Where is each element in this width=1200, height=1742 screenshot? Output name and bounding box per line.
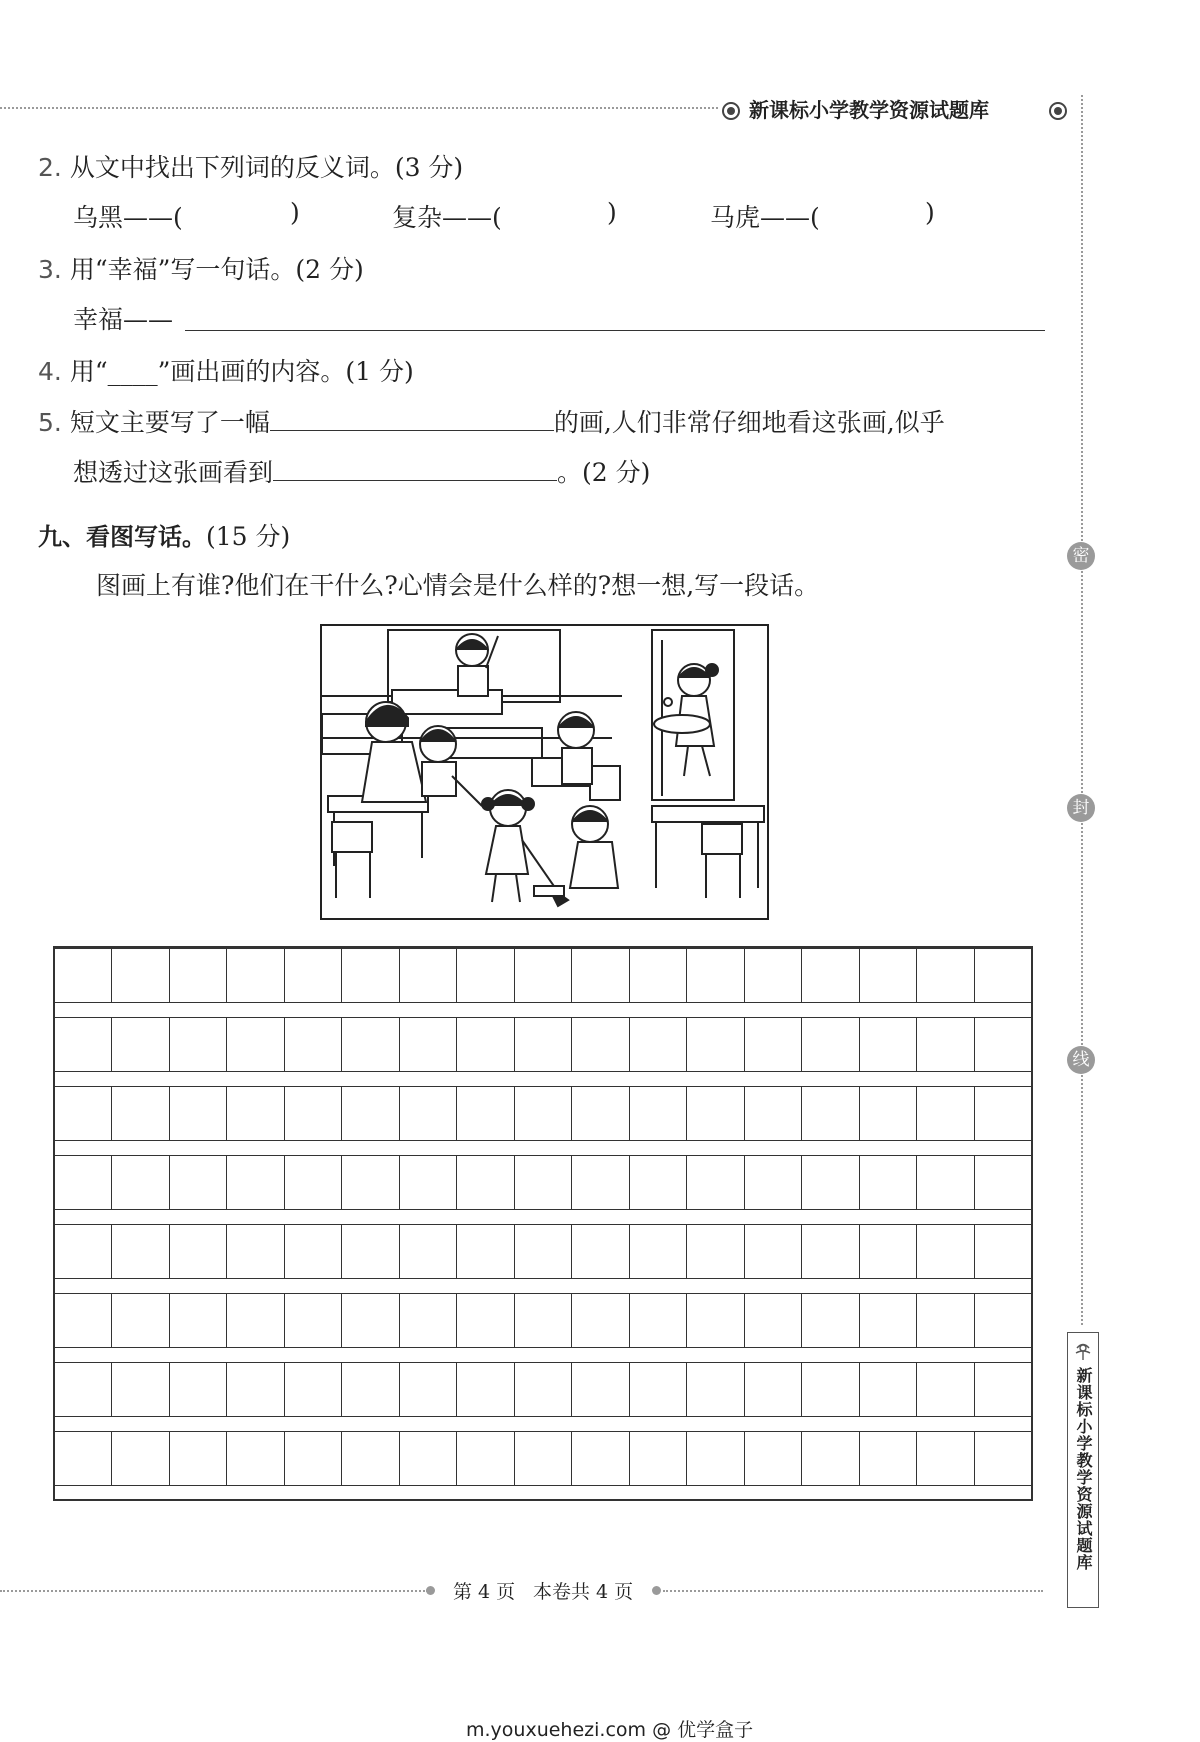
grid-row[interactable] bbox=[55, 1224, 1031, 1279]
grid-cell[interactable] bbox=[342, 1156, 399, 1209]
footer-dot-right-icon bbox=[652, 1586, 661, 1595]
antonym-2 bbox=[392, 198, 502, 234]
question-text: 短文主要写了一幅 bbox=[69, 408, 270, 437]
grid-cell[interactable] bbox=[55, 949, 112, 1002]
antonym-3 bbox=[710, 198, 820, 234]
grid-cell[interactable] bbox=[515, 949, 572, 1002]
footer-total: 本卷共 4 页 bbox=[533, 1581, 634, 1603]
grid-cell[interactable] bbox=[630, 1156, 687, 1209]
grid-cell[interactable] bbox=[515, 1363, 572, 1416]
grid-cell[interactable] bbox=[687, 1432, 744, 1485]
footer-dotted-line-left bbox=[0, 1590, 428, 1592]
grid-cell[interactable] bbox=[55, 1363, 112, 1416]
grid-cell[interactable] bbox=[170, 949, 227, 1002]
grid-cell[interactable] bbox=[55, 1156, 112, 1209]
side-label-text: 新课标小学教学资源试题库 bbox=[1074, 1367, 1093, 1571]
grid-cell[interactable] bbox=[112, 1087, 169, 1140]
antonym-label: 乌黑——( bbox=[73, 203, 183, 232]
grid-row[interactable] bbox=[55, 1086, 1031, 1141]
seal-dotted-line bbox=[1081, 95, 1083, 1325]
grid-cell[interactable] bbox=[170, 1087, 227, 1140]
footer-dot-left-icon bbox=[426, 1586, 435, 1595]
grid-cell[interactable] bbox=[745, 1363, 802, 1416]
grid-cell[interactable] bbox=[342, 1087, 399, 1140]
grid-row[interactable] bbox=[55, 1362, 1031, 1417]
antonym-label: 复杂——( bbox=[392, 203, 502, 232]
grid-cell[interactable] bbox=[285, 1156, 342, 1209]
grid-cell[interactable] bbox=[227, 1432, 284, 1485]
grid-cell[interactable] bbox=[745, 1432, 802, 1485]
grid-cell[interactable] bbox=[860, 1294, 917, 1347]
grid-cell[interactable] bbox=[400, 1225, 457, 1278]
question-number: 3. bbox=[38, 255, 62, 284]
grid-cell[interactable] bbox=[342, 949, 399, 1002]
grid-cell[interactable] bbox=[917, 1087, 974, 1140]
grid-cell[interactable] bbox=[515, 1225, 572, 1278]
grid-cell[interactable] bbox=[745, 1018, 802, 1071]
grid-cell[interactable] bbox=[745, 1087, 802, 1140]
grid-cell[interactable] bbox=[687, 1087, 744, 1140]
footer-page: 第 4 页 bbox=[453, 1581, 516, 1603]
grid-cell[interactable] bbox=[572, 949, 629, 1002]
grid-cell[interactable] bbox=[227, 949, 284, 1002]
grid-cell[interactable] bbox=[400, 1294, 457, 1347]
grid-cell[interactable] bbox=[572, 1156, 629, 1209]
grid-cell[interactable] bbox=[227, 1294, 284, 1347]
grid-cell[interactable] bbox=[112, 1363, 169, 1416]
grid-cell[interactable] bbox=[112, 949, 169, 1002]
question-text: 的画,人们非常仔细地看这张画,似乎 bbox=[553, 408, 945, 437]
grid-cell[interactable] bbox=[630, 1018, 687, 1071]
grid-cell[interactable] bbox=[860, 1087, 917, 1140]
grid-cell[interactable] bbox=[917, 1156, 974, 1209]
grid-cell[interactable] bbox=[400, 1156, 457, 1209]
footer-dotted-line-right bbox=[663, 1590, 1043, 1592]
grid-cell[interactable] bbox=[975, 1018, 1031, 1071]
grid-row[interactable] bbox=[55, 1017, 1031, 1072]
question-2 bbox=[38, 148, 463, 184]
grid-cell[interactable] bbox=[687, 949, 744, 1002]
grid-cell[interactable] bbox=[342, 1225, 399, 1278]
side-label-box bbox=[1067, 1332, 1099, 1608]
grid-cell[interactable] bbox=[917, 1294, 974, 1347]
grid-row[interactable] bbox=[55, 1155, 1031, 1210]
grid-cell[interactable] bbox=[342, 1294, 399, 1347]
seal-mark-feng: 封 bbox=[1067, 794, 1095, 822]
grid-cell[interactable] bbox=[400, 1432, 457, 1485]
classroom-illustration bbox=[320, 624, 769, 920]
grid-cell[interactable] bbox=[457, 1087, 514, 1140]
watermark: m.youxuehezi.com @ 优学盒子 bbox=[466, 1719, 754, 1741]
grid-cell[interactable] bbox=[975, 1156, 1031, 1209]
grid-cell[interactable] bbox=[285, 949, 342, 1002]
grid-cell[interactable] bbox=[572, 1087, 629, 1140]
grid-cell[interactable] bbox=[457, 949, 514, 1002]
question-5-line-2 bbox=[73, 453, 650, 489]
grid-row[interactable] bbox=[55, 948, 1031, 1003]
grid-cell[interactable] bbox=[227, 1363, 284, 1416]
section-9-heading bbox=[38, 517, 290, 553]
question-5-line-1 bbox=[38, 403, 945, 439]
grid-cell[interactable] bbox=[802, 1432, 859, 1485]
grid-row[interactable] bbox=[55, 1293, 1031, 1348]
antonym-1 bbox=[73, 198, 183, 234]
grid-cell[interactable] bbox=[457, 1432, 514, 1485]
grid-cell[interactable] bbox=[285, 1018, 342, 1071]
header-bullet-right-icon bbox=[1049, 102, 1067, 120]
header-dotted-line bbox=[0, 107, 718, 109]
grid-cell[interactable] bbox=[917, 1363, 974, 1416]
grid-cell[interactable] bbox=[975, 1432, 1031, 1485]
grid-cell[interactable] bbox=[112, 1156, 169, 1209]
grid-cell[interactable] bbox=[112, 1432, 169, 1485]
grid-cell[interactable] bbox=[975, 1363, 1031, 1416]
grid-cell[interactable] bbox=[687, 1018, 744, 1071]
antonym-label: 马虎——( bbox=[710, 203, 820, 232]
grid-row[interactable] bbox=[55, 1431, 1031, 1486]
grid-cell[interactable] bbox=[630, 949, 687, 1002]
grid-cell[interactable] bbox=[285, 1225, 342, 1278]
sentence-prompt: 幸福—— bbox=[73, 305, 174, 334]
grid-cell[interactable] bbox=[687, 1156, 744, 1209]
grid-cell[interactable] bbox=[55, 1225, 112, 1278]
grid-cell[interactable] bbox=[457, 1018, 514, 1071]
grid-cell[interactable] bbox=[860, 949, 917, 1002]
grid-cell[interactable] bbox=[745, 1225, 802, 1278]
grid-cell[interactable] bbox=[515, 1156, 572, 1209]
grid-cell[interactable] bbox=[170, 1018, 227, 1071]
grid-cell[interactable] bbox=[342, 1432, 399, 1485]
grid-cell[interactable] bbox=[975, 1087, 1031, 1140]
question-4 bbox=[38, 352, 414, 388]
antonym-2-close: ) bbox=[607, 198, 617, 227]
grid-cell[interactable] bbox=[802, 1018, 859, 1071]
grid-cell[interactable] bbox=[860, 1432, 917, 1485]
grid-cell[interactable] bbox=[917, 1225, 974, 1278]
grid-cell[interactable] bbox=[170, 1432, 227, 1485]
grid-cell[interactable] bbox=[342, 1018, 399, 1071]
question-text: 。(2 分) bbox=[557, 458, 651, 487]
seal-mark-mi: 密 bbox=[1067, 542, 1095, 570]
grid-cell[interactable] bbox=[975, 949, 1031, 1002]
grid-cell[interactable] bbox=[170, 1225, 227, 1278]
question-number: 4. bbox=[38, 357, 62, 386]
grid-cell[interactable] bbox=[285, 1087, 342, 1140]
grid-cell[interactable] bbox=[572, 1432, 629, 1485]
grid-cell[interactable] bbox=[802, 949, 859, 1002]
answer-blank-1[interactable] bbox=[270, 430, 554, 431]
antonym-3-close: ) bbox=[925, 198, 935, 227]
grid-cell[interactable] bbox=[802, 1156, 859, 1209]
grid-cell[interactable] bbox=[55, 1087, 112, 1140]
grid-cell[interactable] bbox=[572, 1225, 629, 1278]
grid-cell[interactable] bbox=[112, 1225, 169, 1278]
grid-cell[interactable] bbox=[860, 1225, 917, 1278]
grid-cell[interactable] bbox=[572, 1018, 629, 1071]
grid-cell[interactable] bbox=[227, 1225, 284, 1278]
grid-cell[interactable] bbox=[975, 1294, 1031, 1347]
grid-cell[interactable] bbox=[745, 1294, 802, 1347]
grid-cell[interactable] bbox=[802, 1294, 859, 1347]
grid-cell[interactable] bbox=[457, 1363, 514, 1416]
grid-cell[interactable] bbox=[457, 1225, 514, 1278]
grid-cell[interactable] bbox=[745, 949, 802, 1002]
grid-cell[interactable] bbox=[572, 1294, 629, 1347]
header-bullet-left-icon bbox=[722, 102, 740, 120]
grid-cell[interactable] bbox=[400, 1018, 457, 1071]
section-score: (15 分) bbox=[206, 522, 291, 551]
grid-cell[interactable] bbox=[227, 1087, 284, 1140]
grid-cell[interactable] bbox=[572, 1363, 629, 1416]
grid-cell[interactable] bbox=[860, 1156, 917, 1209]
grid-cell[interactable] bbox=[170, 1156, 227, 1209]
grid-cell[interactable] bbox=[630, 1225, 687, 1278]
grid-cell[interactable] bbox=[170, 1294, 227, 1347]
grid-cell[interactable] bbox=[400, 1363, 457, 1416]
grid-cell[interactable] bbox=[802, 1225, 859, 1278]
grid-cell[interactable] bbox=[860, 1018, 917, 1071]
grid-cell[interactable] bbox=[745, 1156, 802, 1209]
grid-cell[interactable] bbox=[55, 1018, 112, 1071]
grid-cell[interactable] bbox=[457, 1156, 514, 1209]
writing-grid[interactable] bbox=[53, 946, 1033, 1501]
grid-cell[interactable] bbox=[112, 1294, 169, 1347]
grid-cell[interactable] bbox=[342, 1363, 399, 1416]
grid-cell[interactable] bbox=[687, 1363, 744, 1416]
grid-cell[interactable] bbox=[285, 1432, 342, 1485]
grid-cell[interactable] bbox=[630, 1432, 687, 1485]
grid-cell[interactable] bbox=[917, 949, 974, 1002]
question-number: 2. bbox=[38, 153, 62, 182]
grid-cell[interactable] bbox=[515, 1432, 572, 1485]
grid-cell[interactable] bbox=[285, 1294, 342, 1347]
grid-cell[interactable] bbox=[630, 1087, 687, 1140]
grid-cell[interactable] bbox=[55, 1432, 112, 1485]
grid-cell[interactable] bbox=[400, 1087, 457, 1140]
grid-cell[interactable] bbox=[112, 1018, 169, 1071]
grid-cell[interactable] bbox=[515, 1087, 572, 1140]
grid-cell[interactable] bbox=[917, 1432, 974, 1485]
grid-cell[interactable] bbox=[917, 1018, 974, 1071]
grid-cell[interactable] bbox=[630, 1363, 687, 1416]
question-3 bbox=[38, 250, 364, 286]
grid-cell[interactable] bbox=[285, 1363, 342, 1416]
flower-icon bbox=[1072, 1339, 1094, 1361]
seal-mark-xian: 线 bbox=[1067, 1046, 1095, 1074]
question-text: 想透过这张画看到 bbox=[73, 458, 274, 487]
sentence-answer-line[interactable] bbox=[185, 330, 1045, 331]
grid-cell[interactable] bbox=[227, 1018, 284, 1071]
grid-cell[interactable] bbox=[55, 1294, 112, 1347]
grid-cell[interactable] bbox=[802, 1363, 859, 1416]
grid-cell[interactable] bbox=[860, 1363, 917, 1416]
grid-cell[interactable] bbox=[227, 1156, 284, 1209]
grid-cell[interactable] bbox=[457, 1294, 514, 1347]
grid-cell[interactable] bbox=[170, 1363, 227, 1416]
grid-cell[interactable] bbox=[975, 1225, 1031, 1278]
grid-cell[interactable] bbox=[515, 1018, 572, 1071]
answer-blank-2[interactable] bbox=[273, 480, 557, 481]
section-title: 九、看图写话。 bbox=[38, 523, 206, 551]
header-title: 新课标小学教学资源试题库 bbox=[749, 98, 989, 122]
grid-cell[interactable] bbox=[802, 1087, 859, 1140]
antonym-1-close: ) bbox=[290, 198, 300, 227]
grid-cell[interactable] bbox=[687, 1225, 744, 1278]
section-9-prompt: 图画上有谁?他们在干什么?心情会是什么样的?想一想,写一段话。 bbox=[96, 571, 820, 600]
grid-cell[interactable] bbox=[687, 1294, 744, 1347]
question-text: 从文中找出下列词的反义词。(3 分) bbox=[69, 153, 464, 182]
classroom-cleaning-picture bbox=[322, 626, 767, 918]
grid-cell[interactable] bbox=[515, 1294, 572, 1347]
question-text: 用“____”画出画的内容。(1 分) bbox=[69, 357, 414, 386]
grid-cell[interactable] bbox=[630, 1294, 687, 1347]
grid-cell[interactable] bbox=[400, 949, 457, 1002]
question-number: 5. bbox=[38, 408, 62, 437]
question-text: 用“幸福”写一句话。(2 分) bbox=[69, 255, 364, 284]
